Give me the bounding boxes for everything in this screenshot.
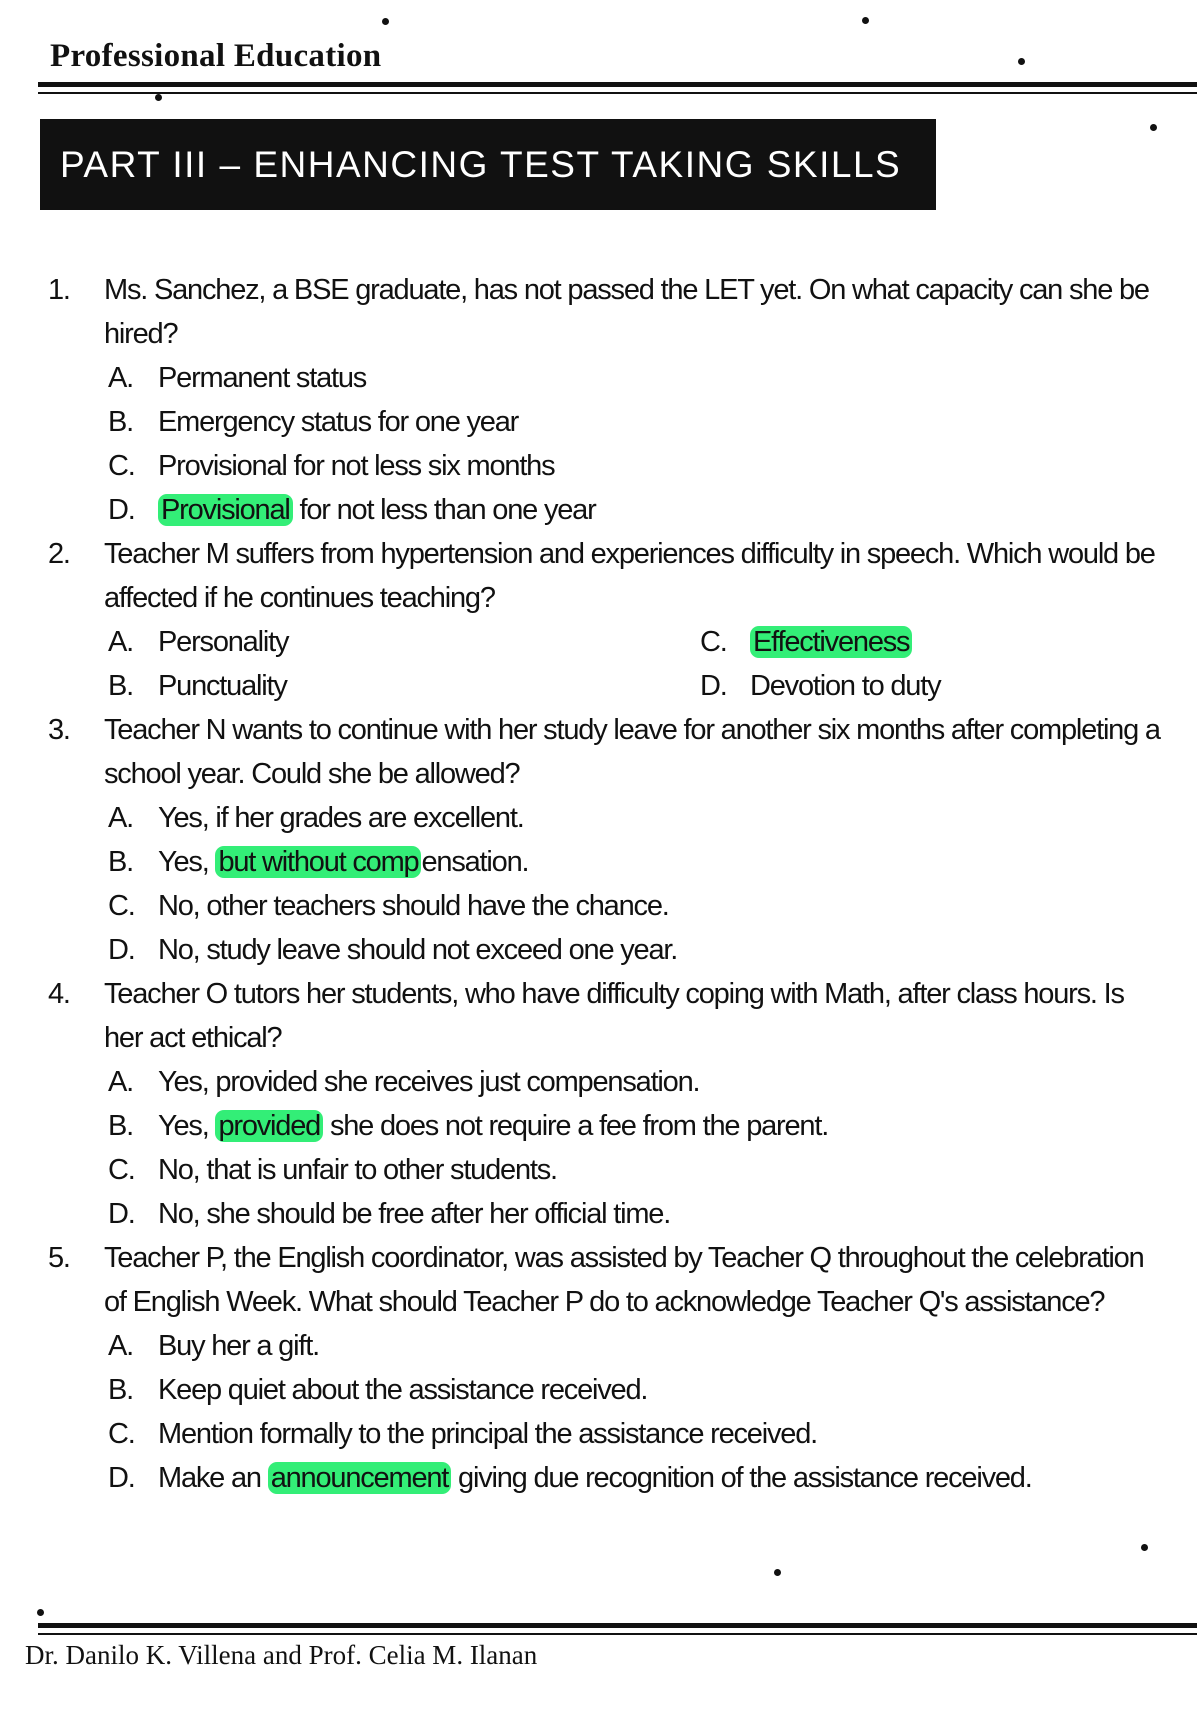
answer-option-a (108, 796, 1168, 840)
answer-option-a (108, 1324, 1168, 1368)
option-text (158, 1456, 1032, 1500)
header-rule-thin (38, 92, 1197, 94)
option-text: Yes, if her grades are excellent. (158, 802, 524, 834)
answer-option-b (108, 664, 700, 708)
option-text: Emergency status for one year (158, 406, 519, 438)
option-text: Personality (158, 626, 289, 658)
option-text-rest: she does not require a fee from the parent. (323, 1110, 829, 1142)
scan-speck (1150, 124, 1157, 131)
question-text: Teacher P, the English coordinator, was assisted by Teacher Q throughout the celebration of English Week. What should Teacher P do to acknowledge Teacher Q's assistance? (104, 1242, 1144, 1318)
answer-options (48, 1324, 1168, 1500)
answer-option-c (700, 620, 1168, 664)
highlighted-answer: Provisional (158, 494, 293, 526)
scan-speck (37, 1609, 44, 1616)
option-text (158, 488, 596, 532)
question-list (48, 268, 1168, 1500)
option-letter: A. (108, 1330, 133, 1362)
option-text: No, that is unfair to other students. (158, 1154, 557, 1186)
option-text (158, 840, 528, 884)
answer-option-b (108, 400, 1168, 444)
option-text: Punctuality (158, 670, 287, 702)
answer-option-d (108, 1456, 1168, 1500)
question-text: Ms. Sanchez, a BSE graduate, has not passed the LET yet. On what capacity can she be hired? (104, 274, 1149, 350)
option-text: Provisional for not less six months (158, 450, 555, 482)
answer-option-b (108, 1368, 1168, 1412)
option-letter: C. (108, 1154, 135, 1186)
answer-options (48, 620, 1168, 708)
answer-option-a (108, 1060, 1168, 1104)
option-letter: B. (108, 406, 133, 438)
scan-speck (155, 94, 162, 101)
option-letter: D. (108, 494, 135, 526)
question-number: 4. (48, 978, 70, 1010)
option-text: Keep quiet about the assistance received. (158, 1374, 648, 1406)
option-text: Permanent status (158, 362, 367, 394)
option-text-rest: giving due recognition of the assistance received. (451, 1462, 1032, 1494)
option-text: Devotion to duty (750, 670, 941, 702)
option-text: No, study leave should not exceed one year. (158, 934, 678, 966)
answer-option-a (108, 620, 700, 664)
option-letter: B. (108, 670, 133, 702)
option-letter: C. (108, 450, 135, 482)
scan-speck (862, 17, 869, 24)
answer-option-c (108, 1148, 1168, 1192)
answer-option-d (108, 488, 1168, 532)
option-letter: D. (700, 670, 727, 702)
answer-option-d (108, 928, 1168, 972)
option-letter: A. (108, 362, 133, 394)
answer-option-c (108, 1412, 1168, 1456)
highlighted-answer: Effectiveness (750, 626, 912, 658)
answer-options (48, 1060, 1168, 1236)
answer-option-c (108, 444, 1168, 488)
option-text: No, she should be free after her official time. (158, 1198, 671, 1230)
answer-option-b (108, 1104, 1168, 1148)
part-banner: PART III – ENHANCING TEST TAKING SKILLS (40, 119, 936, 210)
highlighted-answer: announcement (268, 1462, 451, 1494)
option-letter: C. (108, 890, 135, 922)
scan-speck (774, 1569, 781, 1576)
option-letter: B. (108, 846, 133, 878)
question-text: Teacher M suffers from hypertension and experiences difficulty in speech. Which would be affected if he continues teaching? (104, 538, 1155, 614)
option-letter: C. (700, 626, 727, 658)
scan-speck (1018, 58, 1025, 65)
option-text: Buy her a gift. (158, 1330, 319, 1362)
answer-options (48, 356, 1168, 532)
question-text: Teacher N wants to continue with her study leave for another six months after completing a school year. Could she be allowed? (104, 714, 1160, 790)
option-letter: A. (108, 626, 133, 658)
question-number: 2. (48, 538, 70, 570)
option-text: Yes, provided she receives just compensation. (158, 1066, 700, 1098)
answer-option-b (108, 840, 1168, 884)
question-5 (48, 1236, 1168, 1500)
page-header-title: Professional Education (50, 38, 382, 74)
option-letter: D. (108, 1198, 135, 1230)
highlighted-answer: but without comp (215, 846, 421, 878)
option-text: No, other teachers should have the chance. (158, 890, 669, 922)
footer-authors: Dr. Danilo K. Villena and Prof. Celia M. Ilanan (25, 1640, 538, 1670)
option-letter: B. (108, 1374, 133, 1406)
question-number: 5. (48, 1242, 70, 1274)
question-number: 1. (48, 274, 70, 306)
question-text: Teacher O tutors her students, who have difficulty coping with Math, after class hours. Is her act ethical? (104, 978, 1124, 1054)
option-letter: A. (108, 802, 133, 834)
option-letter: A. (108, 1066, 133, 1098)
scan-speck (382, 18, 389, 25)
option-text (158, 1104, 828, 1148)
option-letter: D. (108, 934, 135, 966)
answer-option-a (108, 356, 1168, 400)
question-1 (48, 268, 1168, 532)
footer-rule-thick (38, 1623, 1197, 1628)
option-letter: B. (108, 1110, 133, 1142)
header-rule-thick (38, 82, 1197, 87)
question-3 (48, 708, 1168, 972)
option-text-lead: Yes, (158, 846, 216, 878)
answer-option-c (108, 884, 1168, 928)
option-letter: C. (108, 1418, 135, 1450)
option-text-lead: Yes, (158, 1110, 216, 1142)
answer-options (48, 796, 1168, 972)
answer-option-d (700, 664, 1168, 708)
footer-rule-thin (38, 1633, 1197, 1635)
option-letter: D. (108, 1462, 135, 1494)
question-4 (48, 972, 1168, 1236)
option-text (750, 620, 912, 664)
option-text: Mention formally to the principal the assistance received. (158, 1418, 817, 1450)
highlighted-answer: provided (215, 1110, 323, 1142)
option-text-rest: for not less than one year (292, 494, 596, 526)
option-text-lead: Make an (158, 1462, 268, 1494)
scan-speck (1141, 1544, 1148, 1551)
question-number: 3. (48, 714, 70, 746)
question-2 (48, 532, 1168, 708)
answer-option-d (108, 1192, 1168, 1236)
option-text-rest: ensation. (421, 846, 529, 878)
